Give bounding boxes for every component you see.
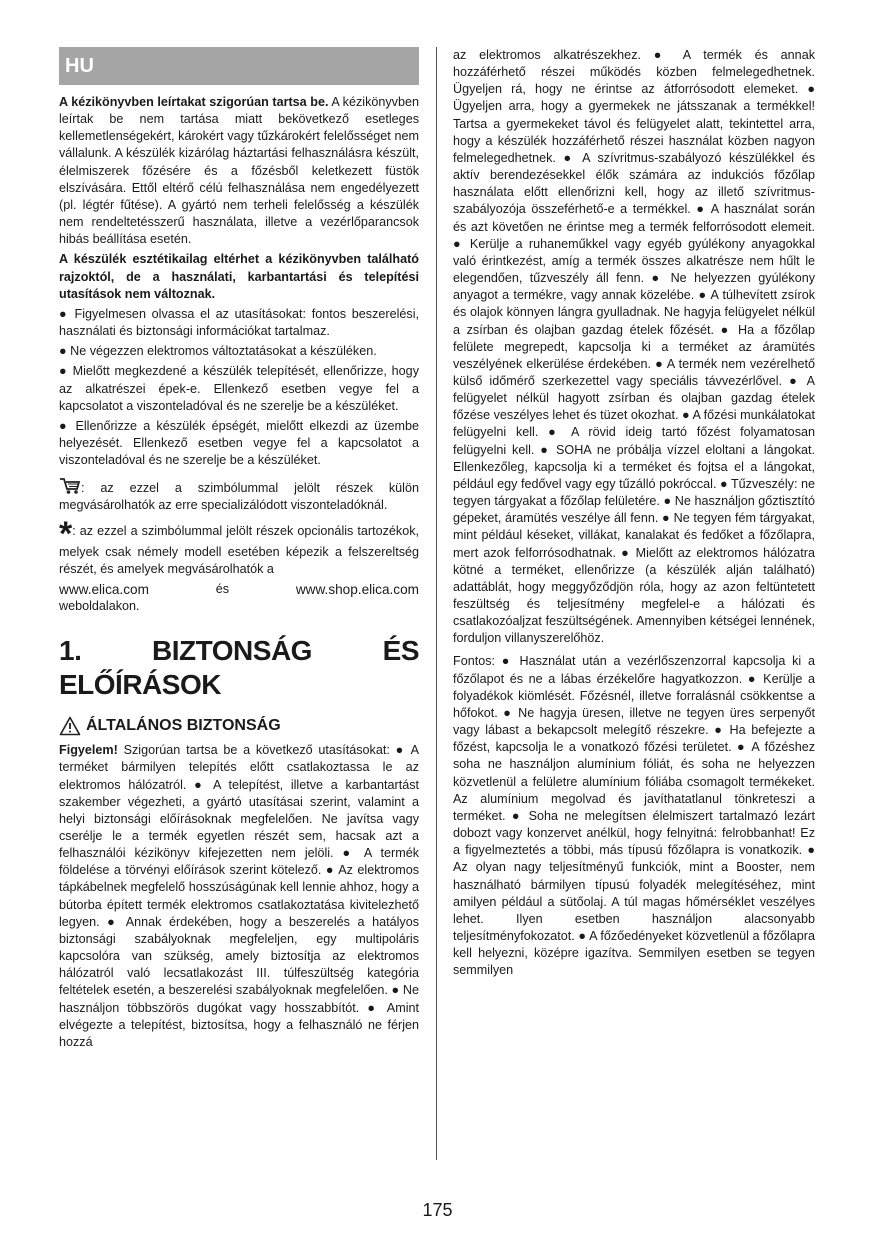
bullet-paragraph: ● Ellenőrizze a készülék épségét, mielőtt elkezdi az üzembe helyezését. Ellenkező esetben vegye fel a kapcsolatot a viszonteladóval és ne szerelje be a készüléket. bbox=[59, 418, 419, 468]
intro-text: A kézikönyvben leírtak be nem tartása miatt bekövetkező esetleges kellemetlenségekért, károkért vagy tűzkárokért felelősséget nem vállalunk. A készülék kizárólag háztartási felhasználásra készült, élelmiszerek főzésére és a főzésből keletkezett füstök elszívására. Ettől eltérő célú felhasználása nem engedélyezett (pl. légtér fűtése). A gyártó nem terheli felelősség a készülék nem rendeltetésszerű használata, illetve a vezérlőparancsok hibás beállítása esetén. bbox=[59, 95, 419, 247]
star-symbol-paragraph bbox=[59, 514, 419, 578]
design-notice: A készülék esztétikailag eltérhet a kézikönyvben található rajzoktól, de a használati, karbantartási és telepítési utasítások nem változnak. bbox=[59, 252, 419, 301]
warning-triangle-icon bbox=[59, 716, 81, 736]
column-divider bbox=[436, 47, 437, 1160]
star-symbol-text: : az ezzel a szimbólummal jelölt részek opcionális tartozékok, melyek csak némely modell esetében képezik a felszereltség részét, és amelyek megvásárolhatók a bbox=[59, 523, 419, 576]
page-number: 175 bbox=[422, 1200, 453, 1220]
bullet-paragraph: ● Figyelmesen olvassa el az utasításokat: fontos beszerelési, használati és biztonsági információkat tartalmaz. bbox=[59, 306, 419, 339]
warning-bold: Figyelem! bbox=[59, 743, 118, 758]
language-header: HU bbox=[59, 47, 419, 85]
left-column bbox=[59, 47, 419, 1054]
right-column bbox=[453, 47, 815, 982]
url-conjunction: és bbox=[215, 581, 230, 596]
subsection-title bbox=[59, 716, 419, 736]
warning-text: Szigorúan tartsa be a következő utasításokat: ● A terméket bármilyen telepítés előtt csatlakoztassa le az elektromos hálózatról. ● A telepítést, illetve a karbantartást szakember végezheti, a gyártó utasításai szerint, valamint a helyi biztonsági előírásoknak megfelelően. Ne javítsa vagy cserélje le a termék egyetlen részét sem, hacsak azt a felhasználói kézikönyv kifejezetten nem jelöli. ● A termék földelése a törvényi előírások szerint kötelező. ● Az elektromos tápkábelnek megfelelő hosszúságúnak kell lennie ahhoz, hogy a bútorba épített termék elektromos csatlakoztatása kivitelezhető legyen. ● Annak érdekében, hogy a beszerelés a hatályos biztonsági szabályoknak megfeleljen, egy multipoláris kapcsolóra van szükség, amely biztosítja az elektromos hálózatról való lecsatlakozást III. túlfeszültség kategória feltételek esetén, a beszerelési szabályoknak megfelelően. ● Ne használjon többszörös dugókat vagy hosszabbítót. ● Amint elvégezte a telepítést, biztosítsa, hogy a felhasználó ne férjen hozzá bbox=[59, 743, 419, 1049]
shopping-cart-icon bbox=[59, 477, 81, 495]
warning-paragraph bbox=[59, 742, 419, 1051]
shop-url[interactable]: www.shop.elica.com bbox=[295, 581, 419, 597]
section-title: 1. BIZTONSÁG ÉS ELŐÍRÁSOK bbox=[59, 635, 419, 701]
bullet-paragraph: ● Ne végezzen elektromos változtatásokat a készüléken. bbox=[59, 344, 377, 359]
asterisk-icon: * bbox=[59, 514, 73, 553]
cart-symbol-paragraph bbox=[59, 477, 419, 514]
url-tail: weboldalakon. bbox=[59, 599, 140, 614]
bullet-paragraph: ● Mielőtt megkezdené a készülék telepítését, ellenőrizze, hogy az alkatrészei épek-e. Ellenkező esetben vegye fel a kapcsolatot a viszonteladóval és ne szerelje be a készüléket. bbox=[59, 364, 419, 413]
safety-paragraph: az elektromos alkatrészekhez. ● A termék és annak hozzáférhető részei működés közben felmelegedhetnek. Ügyeljen rá, hogy ne érintse az átforrósodott elemeket. ● Ügyeljen arra, hogy a gyermekek ne játsszanak a termékkel! Tartsa a gyermekeket távol és felügyelet alatt, tekintettel arra, hogy a készülék hozzáférhető részei használat közben nagyon felmelegedhetnek. ● A szívritmus-szabályozó készülékkel és aktív berendezésekkel élők számára az indukciós főzőlap használata előtt ellenőrizni kell, hogy az illető szívritmus-szabályozója összeférhető-e a termékkel. ● A használat során és azt követően ne érintse meg a termék felforrósodott elemeit. ● Kerülje a ruhaneműkkel vagy egyéb gyúlékony anyagokkal való érintkezést, amíg a termék összes alkatrésze nem hűlt le elegendően, tűzveszély áll fenn. ● Ne helyezzen gyúlékony anyagot a termékre, vagy annak közelébe. ● A túlhevített zsírok és olajok könnyen lángra gyulladnak. Ne hagyja felügyelet nélkül a zsírban és olajban gazdag ételek főzését. ● Ha a főzőlap felülete megrepedt, kapcsolja ki a terméket az áramütés veszélyének elkerülése érdekében. ● A termék nem vezérelhető külső időmérő szerkezettel vagy speciális távvezérlővel. ● A felügyelet nélkül hagyott zsírban és olajban gazdag ételek főzése veszélyes lehet és tüzet okozhat. ● A főzési munkálatokat felügyelni kell. ● A rövid ideig tartó főzést folyamatosan felügyelni kell. ● SOHA ne próbálja vízzel eloltani a lángokat. Ellenkezőleg, kapcsolja ki a terméket és fojtsa el a lángokat, például egy fedővel vagy egy tűzálló pokróccal. ● Tűzveszély: ne tegyen tárgyakat a főzőlap felületére. ● Ne használjon gőztisztító gépeket, áramütés veszélye áll fenn. ● Ne tegyen fém tárgyakat, mint például késeket, villákat, kanalakat és fedőket a főzőlapra, mert azok felforrósodhatnak. ● Mielőtt az elektromos hálózatra kötné a terméket, ellenőrizze (a készülék alján található) adattáblát, hogy meggyőződjön róla, hogy az azon feltüntetett feszültség és teljesítmény megfelel-e a hálózati és csatlakozóaljzat feszültségének. Amennyiben kétségei lennének, forduljon villanyszerelőhöz. bbox=[453, 48, 815, 646]
intro-bold: A kézikönyvben leírtakat szigorúan tartsa be. bbox=[59, 95, 329, 109]
elica-url[interactable]: www.elica.com bbox=[59, 581, 149, 597]
url-line bbox=[59, 581, 419, 598]
intro-paragraph bbox=[59, 94, 419, 248]
important-paragraph: Fontos: ● Használat után a vezérlőszenzorral kapcsolja ki a főzőlapot és ne a lábas érzékelőre hagyatkozzon. ● Kerülje a folyadékok kiömlését. Főzésnél, illetve forralásnál csökkentse a hőfokot. ● Ne hagyja üresen, illetve ne tegyen üres serpenyőt vagy lábast a bekapcsolt melegítő részekre. ● Ha befejezte a főzést, kapcsolja le a vonatkozó főzési területet. ● A főzéshez soha ne használjon alumínium fóliát, és soha ne helyezzen közvetlenül a felületre alumínium fóliába csomagolt termékeket. Az alumínium megolvad és javíthatatlanul tönkreteszi a terméket. ● Soha ne melegítsen élelmiszert tartalmazó lezárt dobozt vagy konzervet anélkül, hogy felnyitná: felrobbanhat! Ez a figyelmeztetés a többi, más típusú főzőlapra is vonatkozik. ● Az olyan nagy teljesítményű funkciók, mint a Booster, nem használható bármilyen típusú folyadék melegítéséhez, mint amilyen például a sütőolaj. A túl magas hőmérséklet veszélyes lehet. Ilyen esetben használjon alacsonyabb teljesítményfokozatot. ● A főzőedényeket közvetlenül a főzőlapra kell helyezni, középre igazítva. Semmilyen esetben se tegyen semmilyen bbox=[453, 654, 815, 978]
subsection-title-text: ÁLTALÁNOS BIZTONSÁG bbox=[86, 717, 281, 735]
cart-symbol-text: : az ezzel a szimbólummal jelölt részek külön megvásárolhatók az erre specializálódott viszonteladóknál. bbox=[59, 481, 419, 513]
